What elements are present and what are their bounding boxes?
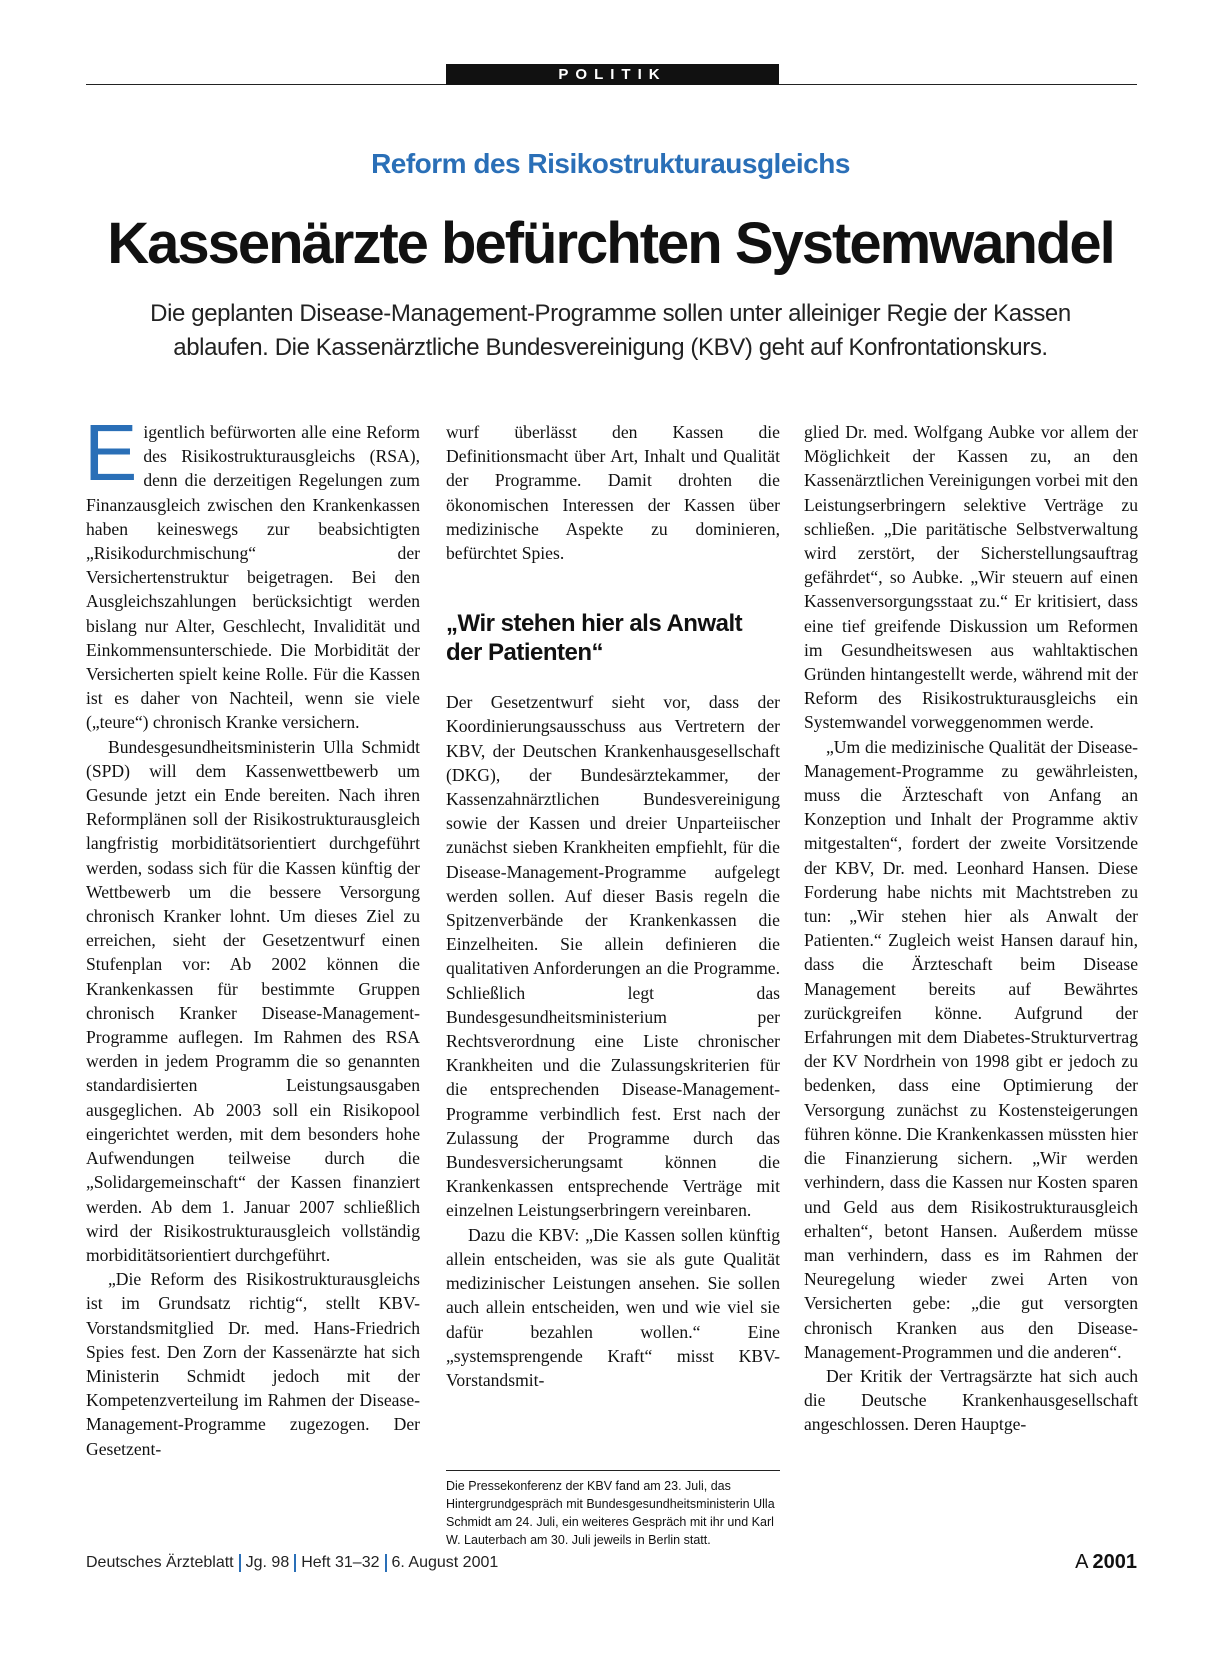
- paragraph: „Die Reform des Risikostrukturausgleichs ist im Grundsatz richtig“, stellt KBV-Vorstandsmitglied Dr. med. Hans-Friedrich Spies fest. Den Zorn der Kassenärzte hat sich Ministerin Schmidt jedoch mit der Kompetenzverteilung im Rahmen der Disease-Management-Programme zugezogen. Der Gesetzent-: [86, 1269, 420, 1459]
- paragraph: Dazu die KBV: „Die Kassen sollen künftig allein entscheiden, was sie als gute Qualität medizinischer Leistungen ansehen. Sie sollen auch allein entscheiden, wen und wie viel sie dafür bezahlen wollen.“ Eine „systemsprengende Kraft“ misst KBV-Vorstandsmit-: [446, 1224, 780, 1390]
- article-kicker: Reform des Risikostrukturausgleichs: [371, 148, 850, 179]
- drop-cap: E: [84, 408, 138, 497]
- paragraph-text: igentlich befürworten alle eine Reform des Risikostrukturausgleichs (RSA), denn die derzeitigen Regelungen zum Finanzausgleich zwischen den Krankenkassen haben keineswegs zur beabsichtigten „Risikodurchmischung“ der Versichertenstruktur beigetragen. Bei den Ausgleichszahlungen berücksichtigt werden bislang nur Alter, Geschlecht, Invalidität und Einkommensunterschiede. Die Morbidität der Versicherten spielt keine Rolle. Für die Kassen ist es daher von Nachteil, wenn sie viele („teure“) chronisch Kranke versichern.: [86, 422, 420, 733]
- journal-name: Deutsches Ärzteblatt: [86, 1554, 234, 1571]
- section-subheading: „Wir stehen hier als Anwalt der Patienten“: [446, 610, 743, 667]
- paragraph: „Um die medizinische Qualität der Disease-Management-Programme zu gewährleisten, muss die Ärzteschaft von Anfang an Konzeption und Inhalt der Programme aktiv mitgestalten“, fordert der zweite Vorsitzende der KBV, Dr. med. Leonhard Hansen. Diese Forderung habe nichts mit Machtstreben zu tun: „Wir stehen hier als Anwalt der Patienten.“ Zugleich weist Hansen darauf hin, dass die Ärzteschaft beim Disease Management bereits auf Bewährtes zurückgreifen könne. Aufgrund der Erfahrungen mit dem Diabetes-Strukturvertrag der KV Nordrhein von 1998 gibt er jedoch zu bedenken, dass eine Optimierung der Versorgung zunächst zu Kostensteigerungen führen könne. Die Krankenkassen müssten hier die Finanzierung sichern. „Wir werden verhindern, dass die Kassen nur Kosten sparen und Geld aus dem Risikostrukturausgleich erhalten“, betont Hansen. Außerdem müsse man verhindern, dass es im Rahmen der Neuregelung wieder zwei Arten von Versicherten gebe: „die gut versorgten chronisch Kranken aus den Disease-Management-Programmen und die anderen“.: [804, 736, 1138, 1362]
- footer-separator: [294, 1554, 296, 1572]
- footer-separator: [239, 1554, 241, 1572]
- article-headline: Kassenärzte befürchten Systemwandel: [107, 211, 1114, 276]
- journal-volume: Jg. 98: [245, 1554, 290, 1571]
- paragraph: Bundesgesundheitsministerin Ulla Schmidt (SPD) will dem Kassenwettbewerb um Gesunde jetzt ein Ende bereiten. Nach ihren Reformplänen soll der Risikostrukturausgleich langfristig morbiditätsorientiert durchgeführt werden, sodass sich für die Kassen künftig der Wettbewerb um die bessere Versorgung chronisch Kranker lohnt. Um dieses Ziel zu erreichen, sieht der Gesetzentwurf einen Stufenplan vor: Ab 2002 können die Krankenkassen für bestimmte Gruppen chronisch Kranker Disease-Management-Programme auflegen. Im Rahmen des RSA werden in jedem Programm die so genannten standardisierten Leistungsausgaben ausgeglichen. Ab 2003 soll ein Risikopool eingerichtet werden, mit dem besonders hohe Aufwendungen teilweise durch die „Solidargemeinschaft“ der Kassen finanziert werden. Ab dem 1. Januar 2007 schließlich wird der Risikostrukturausgleich vollständig morbiditätsorientiert durchgeführt.: [86, 736, 420, 1265]
- paragraph: wurf überlässt den Kassen die Definitionsmacht über Art, Inhalt und Qualität der Programme. Damit drohten die ökonomischen Interessen der Kassen über medizinische Aspekte zu dominieren, befürchtet Spies.: [446, 422, 780, 564]
- page-footer: [86, 1550, 498, 1576]
- journal-issue: Heft 31–32: [301, 1554, 380, 1571]
- rubric-label: POLITIK: [446, 64, 779, 85]
- page-letter: A: [1075, 1551, 1089, 1573]
- paragraph: [84, 408, 420, 735]
- text-column-2: [446, 420, 780, 1392]
- paragraph: glied Dr. med. Wolfgang Aubke vor allem der Möglichkeit der Kassen zu, an den Kassenärztlichen Vereinigungen vorbei mit den Leistungserbringern selektive Verträge zu schließen. „Die paritätische Selbstverwaltung wird zerstört, der Sicherstellungsauftrag gefährdet“, so Aubke. „Wir steuern auf einen Kassenversorgungsstaat zu.“ Er kritisiert, dass eine tief greifende Diskussion um Reformen im Gesundheitswesen aus wahltaktischen Gründen hintangestellt werde, während mit der Reform des Risikostrukturausgleichs ein Systemwandel vorweggenommen werde.: [804, 422, 1138, 733]
- article-lead: Die geplanten Disease-Management-Programme sollen unter alleiniger Regie der Kassen ablaufen. Die Kassenärztliche Bundesvereinigung (KBV) geht auf Konfrontationskurs.: [150, 300, 1071, 361]
- paragraph: Der Kritik der Vertragsärzte hat sich auch die Deutsche Krankenhausgesellschaft angeschlossen. Deren Hauptge-: [804, 1365, 1138, 1435]
- text-column-1: [84, 408, 420, 1461]
- footer-separator: [385, 1554, 387, 1572]
- page-number-value: 2001: [1092, 1551, 1137, 1573]
- issue-date: 6. August 2001: [391, 1554, 499, 1571]
- text-column-3: [804, 420, 1138, 1437]
- paragraph: Der Gesetzentwurf sieht vor, dass der Koordinierungsausschuss aus Vertretern der KBV, der Deutschen Krankenhausgesellschaft (DKG), der Bundesärztekammer, der Kassenzahnärztlichen Bundesvereinigung sowie der Kassen und dreier Unparteiischer zunächst sieben Krankheiten empfiehlt, für die Disease-Management-Programme aufgelegt werden sollen. Auf dieser Basis regeln die Spitzenverbände der Krankenkassen die Einzelheiten. Sie allein definieren die qualitativen Anforderungen an die Programme. Schließlich legt das Bundesgesundheitsministerium per Rechtsverordnung eine Liste chronischer Krankheiten und die Zulassungskriterien für die entsprechenden Disease-Management-Programme verbindlich fest. Erst nach der Zulassung der Programme durch das Bundesversicherungsamt können die Krankenkassen entsprechende Verträge mit einzelnen Leistungserbringern vereinbaren.: [446, 692, 780, 1221]
- footnote: Die Pressekonferenz der KBV fand am 23. Juli, das Hintergrundgespräch mit Bundesgesundheitsministerin Ulla Schmidt am 24. Juli, ein weiteres Gespräch mit ihr und Karl W. Lauterbach am 30. Juli jeweils in Berlin statt.: [446, 1470, 780, 1549]
- page-number: [1075, 1549, 1137, 1575]
- section-rubric: [86, 64, 1137, 86]
